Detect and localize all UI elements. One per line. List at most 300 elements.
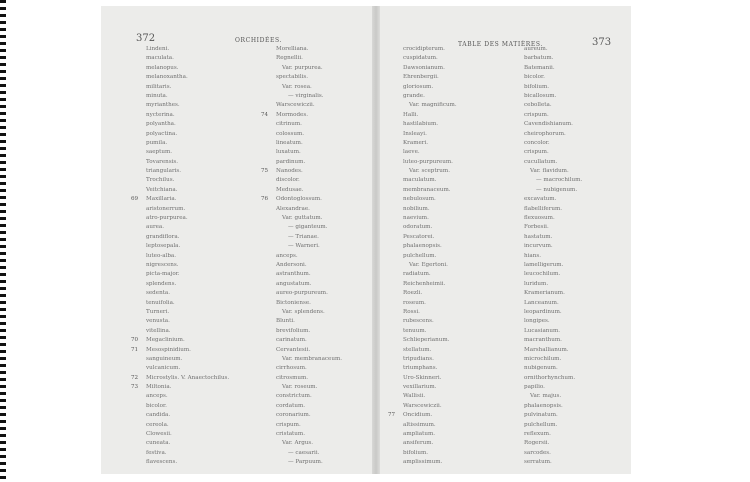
index-entry bbox=[524, 374, 582, 383]
index-entry bbox=[276, 364, 342, 373]
entry-text: Pescatorei. bbox=[403, 233, 435, 240]
index-entry bbox=[524, 449, 582, 458]
index-entry bbox=[524, 139, 582, 148]
entry-text: saeptum. bbox=[146, 149, 173, 156]
index-entry bbox=[146, 242, 229, 251]
index-entry bbox=[146, 430, 229, 439]
entry-text: Megaclinium. bbox=[146, 337, 185, 344]
entry-text: nubigenum. bbox=[524, 365, 558, 372]
entry-text: Uro-Skinneri. bbox=[403, 374, 442, 381]
index-entry bbox=[146, 364, 229, 373]
entry-text: naevium. bbox=[403, 215, 429, 222]
left-page-number: 372 bbox=[136, 33, 156, 44]
entry-text: Var. flavidum. bbox=[530, 168, 569, 175]
entry-text: — Warneri. bbox=[288, 243, 320, 250]
entry-text: militaris. bbox=[146, 83, 172, 90]
index-entry bbox=[276, 176, 342, 185]
index-entry bbox=[276, 120, 342, 129]
index-entry bbox=[524, 280, 582, 289]
index-entry bbox=[146, 214, 229, 223]
entry-text: cebolleta. bbox=[524, 102, 552, 109]
index-entry bbox=[403, 223, 457, 232]
index-entry bbox=[276, 223, 342, 232]
index-entry bbox=[276, 430, 342, 439]
entry-text: nigrescens. bbox=[146, 261, 179, 268]
index-entry bbox=[403, 299, 457, 308]
entry-text: tripudians. bbox=[403, 355, 434, 362]
index-entry bbox=[403, 167, 457, 176]
entry-text: Medusae. bbox=[276, 186, 304, 193]
index-entry bbox=[524, 402, 582, 411]
index-entry bbox=[276, 439, 342, 448]
index-entry bbox=[276, 355, 342, 364]
entry-text: hastatum. bbox=[524, 233, 553, 240]
index-entry bbox=[276, 45, 342, 54]
index-entry bbox=[146, 317, 229, 326]
index-entry bbox=[276, 83, 342, 92]
entry-text: nebulosum. bbox=[403, 196, 436, 203]
entry-text: rubescens. bbox=[403, 318, 434, 325]
entry-text: cuspidatum. bbox=[403, 55, 438, 62]
index-entry bbox=[276, 252, 342, 261]
index-entry bbox=[403, 449, 457, 458]
entry-text: bicolor. bbox=[524, 74, 545, 81]
index-entry bbox=[403, 111, 457, 120]
index-entry bbox=[276, 242, 342, 251]
index-entry bbox=[146, 392, 229, 401]
entry-text: Var. roseum. bbox=[282, 384, 318, 391]
entry-text: Lanceanum. bbox=[524, 299, 559, 306]
entry-number: 75 bbox=[261, 168, 269, 175]
index-entry bbox=[146, 327, 229, 336]
entry-text: colossum. bbox=[276, 130, 305, 137]
index-entry bbox=[146, 45, 229, 54]
entry-text: roseum. bbox=[403, 299, 426, 306]
entry-text: Regnellii. bbox=[276, 55, 303, 62]
entry-text: Var. sceptrum. bbox=[409, 168, 450, 175]
entry-text: vexillarium. bbox=[403, 384, 437, 391]
entry-text: Dawsonianum. bbox=[403, 64, 445, 71]
index-entry bbox=[146, 439, 229, 448]
entry-text: discolor. bbox=[276, 177, 300, 184]
index-entry bbox=[146, 411, 229, 420]
index-entry bbox=[146, 92, 229, 101]
index-entry bbox=[524, 336, 582, 345]
right-page-number: 373 bbox=[592, 37, 612, 48]
index-entry bbox=[524, 83, 582, 92]
index-entry bbox=[403, 176, 457, 185]
entry-text: constrictum. bbox=[276, 393, 312, 400]
scan-edge-strip bbox=[0, 0, 6, 482]
index-entry bbox=[524, 45, 582, 54]
entry-text: — Trianae. bbox=[288, 233, 319, 240]
index-entry bbox=[146, 64, 229, 73]
entry-text: Var. membranaceum. bbox=[282, 355, 343, 362]
index-entry bbox=[403, 252, 457, 261]
entry-text: — caesarii. bbox=[288, 449, 320, 456]
entry-text: Var. magnificum. bbox=[409, 102, 457, 109]
index-entry bbox=[276, 64, 342, 73]
index-entry bbox=[146, 205, 229, 214]
entry-text: pardinum. bbox=[276, 158, 306, 165]
index-entry bbox=[146, 167, 229, 176]
entry-text: melanoxantha. bbox=[146, 74, 188, 81]
index-entry bbox=[146, 449, 229, 458]
entry-text: nycterina. bbox=[146, 111, 175, 118]
entry-text: — nubigenum. bbox=[536, 186, 578, 193]
index-entry bbox=[403, 346, 457, 355]
index-entry bbox=[524, 392, 582, 401]
entry-text: festiva. bbox=[146, 449, 167, 456]
index-entry bbox=[524, 186, 582, 195]
index-entry bbox=[403, 242, 457, 251]
index-entry bbox=[524, 317, 582, 326]
entry-text: cirrhosum. bbox=[276, 365, 307, 372]
index-entry bbox=[403, 45, 457, 54]
index-entry bbox=[524, 439, 582, 448]
left-running-head: ORCHIDÉES. bbox=[235, 37, 283, 44]
entry-number: 72 bbox=[131, 374, 139, 381]
entry-text: grandiflora. bbox=[146, 233, 180, 240]
entry-text: ornithorhynchum. bbox=[524, 374, 576, 381]
index-entry bbox=[276, 327, 342, 336]
index-entry bbox=[146, 280, 229, 289]
index-entry bbox=[403, 336, 457, 345]
entry-text: picta-major. bbox=[146, 271, 180, 278]
entry-text: leptosepala. bbox=[146, 243, 181, 250]
entry-text: Mormodes. bbox=[276, 111, 308, 118]
index-entry bbox=[276, 421, 342, 430]
entry-text: pulvinatum. bbox=[524, 412, 558, 419]
entry-number: 76 bbox=[261, 196, 269, 203]
index-entry bbox=[524, 111, 582, 120]
index-entry bbox=[403, 261, 457, 270]
entry-text: coronarium. bbox=[276, 412, 311, 419]
entry-text: anceps. bbox=[276, 252, 298, 259]
entry-text: vitellina. bbox=[146, 327, 171, 334]
entry-text: Blunti. bbox=[276, 318, 295, 325]
entry-text: ansiferum. bbox=[403, 440, 434, 447]
entry-text: Forbesii. bbox=[524, 224, 549, 231]
index-entry bbox=[146, 308, 229, 317]
entry-text: candida. bbox=[146, 412, 171, 419]
entry-text: lamelligerum. bbox=[524, 261, 564, 268]
index-column-1 bbox=[131, 45, 230, 468]
entry-text: Odontoglossum. bbox=[276, 196, 322, 203]
entry-text: longipes. bbox=[524, 318, 550, 325]
entry-text: papilio. bbox=[524, 384, 545, 391]
entry-text: Var. Egertoni. bbox=[409, 261, 448, 268]
entry-text: Rossi. bbox=[403, 308, 420, 315]
index-entry bbox=[403, 83, 457, 92]
entry-number: 74 bbox=[261, 111, 269, 118]
index-entry bbox=[276, 383, 342, 392]
entry-text: Oncidium. bbox=[403, 412, 433, 419]
entry-text: aureum. bbox=[524, 46, 548, 52]
index-entry bbox=[403, 289, 457, 298]
entry-text: odoratum. bbox=[403, 224, 433, 231]
entry-text: minuta. bbox=[146, 92, 168, 99]
index-entry bbox=[261, 195, 342, 204]
index-entry bbox=[403, 205, 457, 214]
entry-number: 70 bbox=[131, 337, 139, 344]
entry-text: tenuum. bbox=[403, 327, 427, 334]
index-entry bbox=[524, 214, 582, 223]
index-entry bbox=[524, 64, 582, 73]
index-entry bbox=[524, 148, 582, 157]
index-entry bbox=[276, 233, 342, 242]
index-entry bbox=[524, 92, 582, 101]
entry-text: Var. splendens. bbox=[282, 308, 325, 315]
entry-text: pumila. bbox=[146, 139, 168, 146]
index-entry bbox=[276, 186, 342, 195]
entry-text: bicolor. bbox=[146, 402, 167, 409]
index-entry bbox=[524, 252, 582, 261]
index-entry bbox=[403, 139, 457, 148]
entry-text: venusta. bbox=[146, 318, 170, 325]
index-entry bbox=[276, 261, 342, 270]
index-entry bbox=[403, 317, 457, 326]
index-entry bbox=[524, 421, 582, 430]
index-entry bbox=[524, 327, 582, 336]
entry-text: cereola. bbox=[146, 421, 169, 428]
entry-text: splendens. bbox=[146, 280, 177, 287]
entry-text: Batemanii. bbox=[524, 64, 555, 71]
entry-text: cuneata. bbox=[146, 440, 171, 447]
index-entry bbox=[403, 148, 457, 157]
entry-text: Rogersii. bbox=[524, 440, 550, 447]
right-running-head: TABLE DES MATIÈRES. bbox=[458, 41, 543, 48]
entry-text: crispum. bbox=[524, 149, 549, 156]
index-entry bbox=[524, 383, 582, 392]
index-entry bbox=[403, 280, 457, 289]
index-entry bbox=[276, 92, 342, 101]
index-entry bbox=[276, 299, 342, 308]
index-entry bbox=[146, 402, 229, 411]
entry-text: brevifolium. bbox=[276, 327, 311, 334]
entry-text: pulchellum. bbox=[524, 421, 558, 428]
entry-text: incurvum. bbox=[524, 243, 553, 250]
index-entry bbox=[524, 158, 582, 167]
index-entry bbox=[146, 233, 229, 242]
index-entry bbox=[524, 346, 582, 355]
entry-text: Warscewiczii. bbox=[276, 102, 315, 109]
index-entry bbox=[276, 402, 342, 411]
index-entry bbox=[146, 54, 229, 63]
index-entry bbox=[276, 101, 342, 110]
index-entry bbox=[276, 392, 342, 401]
index-entry bbox=[403, 158, 457, 167]
index-entry bbox=[524, 73, 582, 82]
index-entry bbox=[146, 355, 229, 364]
entry-text: reflexum. bbox=[524, 431, 551, 438]
index-entry bbox=[524, 289, 582, 298]
index-entry bbox=[403, 73, 457, 82]
entry-text: Var. Argus. bbox=[282, 440, 314, 447]
index-entry bbox=[146, 458, 229, 467]
index-entry bbox=[276, 139, 342, 148]
entry-text: gloriosum. bbox=[403, 83, 434, 90]
index-entry bbox=[403, 374, 457, 383]
index-entry bbox=[146, 252, 229, 261]
index-entry bbox=[131, 346, 229, 355]
entry-text: Tovarensis. bbox=[146, 158, 179, 165]
entry-text: flabelliferum. bbox=[524, 205, 563, 212]
entry-text: spectabilis. bbox=[276, 74, 309, 81]
entry-text: hians. bbox=[524, 252, 541, 259]
index-entry bbox=[403, 54, 457, 63]
index-entry bbox=[524, 411, 582, 420]
entry-text: pulchellum. bbox=[403, 252, 437, 259]
entry-text: astranthum. bbox=[276, 271, 311, 278]
entry-text: cristatum. bbox=[276, 431, 305, 438]
index-entry bbox=[524, 364, 582, 373]
index-entry bbox=[403, 195, 457, 204]
index-entry bbox=[131, 374, 230, 383]
index-entry bbox=[524, 261, 582, 270]
index-entry bbox=[146, 299, 229, 308]
index-entry bbox=[276, 411, 342, 420]
entry-text: macranthum. bbox=[524, 337, 562, 344]
entry-text: altissimum. bbox=[403, 421, 436, 428]
entry-text: phalaenopsis. bbox=[403, 243, 442, 250]
index-entry bbox=[276, 54, 342, 63]
entry-text: Reichenheimii. bbox=[403, 280, 446, 287]
index-entry bbox=[403, 364, 457, 373]
entry-text: ampliatum. bbox=[403, 431, 436, 438]
entry-text: leucochilum. bbox=[524, 271, 561, 278]
index-column-4 bbox=[524, 45, 582, 468]
entry-text: — Parpuum. bbox=[288, 459, 323, 466]
entry-text: luxatum. bbox=[276, 149, 301, 156]
entry-text: Lindeni. bbox=[146, 46, 170, 52]
index-entry bbox=[261, 111, 342, 120]
entry-text: tenuifolia. bbox=[146, 299, 175, 306]
entry-text: flexuosum. bbox=[524, 215, 555, 222]
entry-text: melanopus. bbox=[146, 64, 179, 71]
entry-text: cucullatum. bbox=[524, 158, 558, 165]
entry-text: Warscewiczii. bbox=[403, 402, 442, 409]
index-entry bbox=[276, 317, 342, 326]
entry-text: crispum. bbox=[276, 421, 301, 428]
index-entry bbox=[276, 280, 342, 289]
entry-text: sanguineum. bbox=[146, 355, 183, 362]
index-entry bbox=[524, 54, 582, 63]
entry-text: Alexandrae. bbox=[276, 205, 310, 212]
entry-text: myrianthes. bbox=[146, 102, 180, 109]
entry-text: Krameri. bbox=[403, 139, 429, 146]
entry-text: citrinum. bbox=[276, 121, 302, 128]
entry-text: Turneri. bbox=[146, 308, 170, 315]
index-entry bbox=[131, 336, 229, 345]
index-entry bbox=[261, 167, 342, 176]
index-entry bbox=[276, 308, 342, 317]
index-column-2 bbox=[261, 45, 343, 468]
entry-text: Miltonia. bbox=[146, 384, 172, 391]
index-entry bbox=[146, 101, 229, 110]
index-entry bbox=[403, 430, 457, 439]
entry-text: maculatum. bbox=[403, 177, 437, 184]
entry-text: lineatum. bbox=[276, 139, 303, 146]
index-entry bbox=[403, 392, 457, 401]
index-entry bbox=[146, 111, 229, 120]
index-entry bbox=[403, 458, 457, 467]
entry-text: citrosmum. bbox=[276, 374, 309, 381]
entry-text: serratum. bbox=[524, 459, 552, 466]
index-entry bbox=[276, 346, 342, 355]
index-entry bbox=[146, 130, 229, 139]
entry-text: Bictoniense. bbox=[276, 299, 311, 306]
entry-text: nobilium. bbox=[403, 205, 430, 212]
index-entry bbox=[403, 439, 457, 448]
entry-text: hastilabium. bbox=[403, 121, 439, 128]
index-entry bbox=[403, 270, 457, 279]
index-entry bbox=[276, 449, 342, 458]
index-entry bbox=[146, 73, 229, 82]
index-entry bbox=[403, 64, 457, 73]
entry-text: leopardinum. bbox=[524, 308, 562, 315]
entry-text: concolor. bbox=[524, 139, 550, 146]
index-entry bbox=[403, 233, 457, 242]
entry-text: Cavendishianum. bbox=[524, 121, 573, 128]
index-entry bbox=[403, 402, 457, 411]
index-entry bbox=[276, 336, 342, 345]
index-entry bbox=[146, 270, 229, 279]
entry-text: Cervantesii. bbox=[276, 346, 311, 353]
entry-text: radiatum. bbox=[403, 271, 431, 278]
index-entry bbox=[524, 458, 582, 467]
book-gutter bbox=[372, 6, 380, 474]
entry-text: polyactina. bbox=[146, 130, 178, 137]
index-entry bbox=[388, 411, 457, 420]
index-entry bbox=[403, 130, 457, 139]
entry-text: barbatum. bbox=[524, 55, 554, 62]
entry-text: Schlieperianum. bbox=[403, 337, 450, 344]
index-entry bbox=[146, 120, 229, 129]
entry-text: Andersoni. bbox=[276, 261, 307, 268]
entry-text: vulcanicum. bbox=[146, 365, 181, 372]
entry-text: maculata. bbox=[146, 55, 174, 62]
index-entry bbox=[146, 186, 229, 195]
index-entry bbox=[131, 383, 229, 392]
index-entry bbox=[276, 205, 342, 214]
index-entry bbox=[524, 270, 582, 279]
index-entry bbox=[276, 458, 342, 467]
entry-text: luridum. bbox=[524, 280, 549, 287]
index-column-3 bbox=[388, 45, 457, 468]
entry-text: polyantha. bbox=[146, 121, 176, 128]
entry-text: aureo-purpureum. bbox=[276, 290, 328, 297]
index-entry bbox=[403, 327, 457, 336]
entry-text: excavatum. bbox=[524, 196, 557, 203]
entry-text: luteo-alba. bbox=[146, 252, 177, 259]
index-entry bbox=[403, 186, 457, 195]
index-entry bbox=[524, 205, 582, 214]
index-entry bbox=[524, 308, 582, 317]
entry-text: triumphans. bbox=[403, 365, 438, 372]
index-entry bbox=[403, 101, 457, 110]
entry-text: luteo-purpureum. bbox=[403, 158, 453, 165]
entry-text: anceps. bbox=[146, 393, 168, 400]
entry-text: Microstylis. V. Anaectochilus. bbox=[146, 374, 230, 381]
entry-text: crispum. bbox=[524, 111, 549, 118]
index-entry bbox=[524, 233, 582, 242]
entry-text: triangularis. bbox=[146, 168, 182, 175]
entry-number: 69 bbox=[131, 196, 139, 203]
index-entry bbox=[524, 176, 582, 185]
index-entry bbox=[146, 223, 229, 232]
entry-text: Halli. bbox=[403, 111, 419, 118]
